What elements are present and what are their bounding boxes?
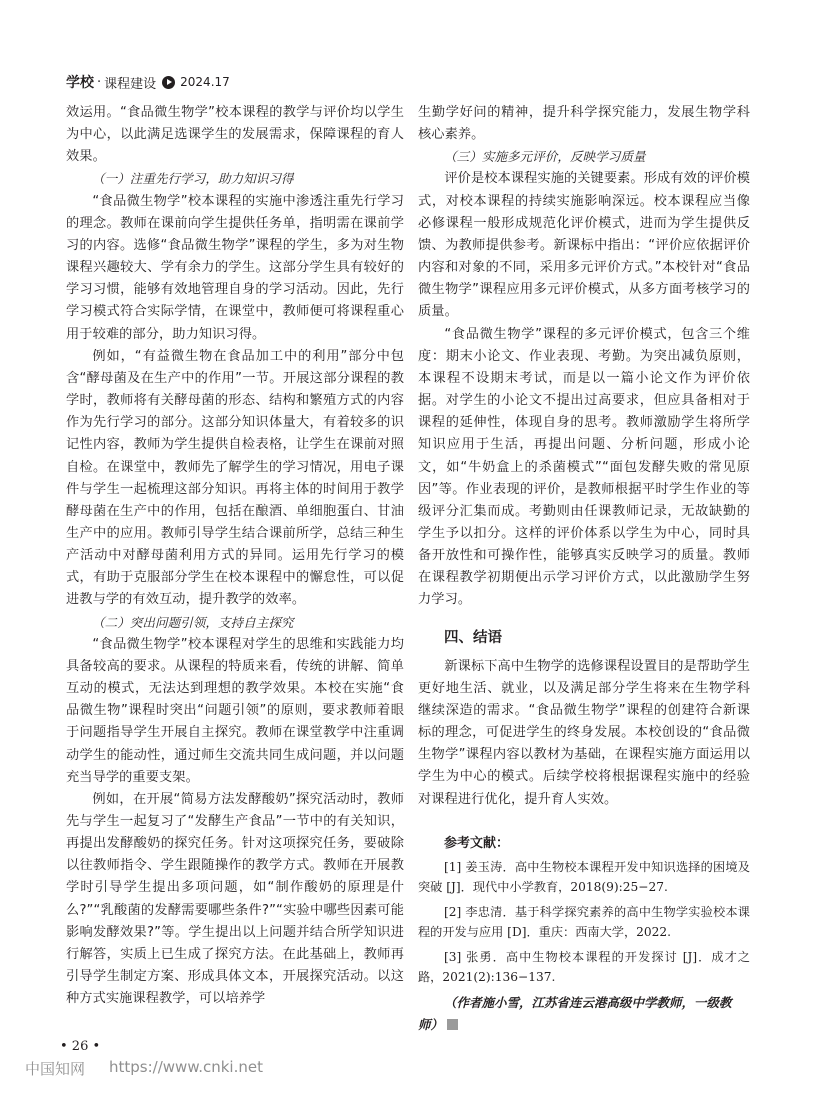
paragraph: 生勤学好问的精神，提升科学探究能力，发展生物学科核心素养。	[418, 105, 750, 143]
journal-header	[66, 70, 230, 94]
section-name: 课程建设	[104, 76, 157, 92]
paragraph: 新课标下高中生物学的选修课程设置目的是帮助学生更好地生活、就业，以及满足部分学生将来在生物学科继续深造的需求。“食品微生物学”课程的创建符合新课标的理念，可促进学生的终身发展。本校创设的“食品微生物学”课程内容以教材为基础，在课程实施方面运用以学生为中心的模式。后续学校将根据课程实施中的经验对课程进行优化，提升育人实效。	[418, 658, 751, 807]
paragraph: “食品微生物学”校本课程对学生的思维和实践能力均具备较高的要求。从课程的特质来看，传统的讲解、简单互动的模式，无法达到理想的教学效果。本校在实施“食品微生物”课程时突出“问题引领”的原则，要求教师着眼于问题指导学生开展自主探究。教师在课堂教学中注重调动学生的能动性，通过师生交流共同生成问题，并以问题充当导学的重要支架。	[66, 636, 404, 785]
section-heading: 四、结语	[444, 629, 502, 646]
watermark-name: 中国知网	[25, 1060, 86, 1078]
issue-number: 2024.17	[180, 75, 230, 89]
watermark-url: https://www.cnki.net	[109, 1058, 263, 1076]
paragraph: “食品微生物学”课程的多元评价模式，包含三个维度：期末小论文、作业表现、考勤。为突出减负原则，本课程不设期末考试，而是以一篇小论文作为评价依据。对学生的小论文不提出过高要求，但应具备相对于课程的延伸性，体现自身的思考。教师激励学生将所学知识应用于生活，再提出问题、分析问题，形成小论文，如“牛奶盒上的杀菌模式”“面包发酵失败的常见原因”等。作业表现的评价，是教师根据平时学生作业的等级评分汇集而成。考勤则由任课教师记录，无故缺勤的学生予以扣分。这样的评价体系以学生为中心，同时具备开放性和可操作性，能够真实反映学习的质量。教师在课程教学初期便出示学习评价方式，以此激励学生努力学习。	[418, 326, 750, 608]
watermark	[25, 1058, 263, 1079]
paragraph: 评价是校本课程实施的关键要素。形成有效的评价模式，对校本课程的持续实施影响深远。校本课程应当像必修课程一般形成规范化评价模式，进而为学生提供反馈、为教师提供参考。新课标中指出：“评价应依据评价内容和对象的不同，采用多元评价方式。”本校针对“食品微生物学”课程应用多元评价模式，从多方面考核学习的质量。	[418, 171, 751, 320]
paragraph: “食品微生物学”校本课程的实施中渗透注重先行学习的理念。教师在课前向学生提供任务单，指明需在课前学习的内容。选修“食品微生物学”课程的学生，多为对生物课程兴趣较大、学有余力的学生。这部分学生具有较好的学习习惯，能够有效地管理自身的学习活动。因此，先行学习模式符合实际学情，在课堂中，教师便可将课程重心用于较难的部分，助力知识习得。	[66, 193, 404, 342]
subsection-heading: （三）实施多元评价，反映学习质量	[444, 149, 646, 165]
subsection-heading: （一）注重先行学习，助力知识习得	[92, 171, 294, 187]
right-column	[418, 102, 750, 1036]
play-icon	[162, 76, 175, 89]
references-title: 参考文献：	[444, 835, 510, 851]
page-number: • 26 •	[60, 1039, 101, 1054]
end-of-article-mark	[447, 1019, 458, 1030]
author-note-text: （作者施小雪，江苏省连云港高级中学教师，一级教师）	[418, 994, 732, 1032]
author-note	[418, 992, 750, 1036]
subsection-heading: （二）突出问题引领，支持自主探究	[92, 614, 294, 630]
header-separator: ·	[97, 74, 102, 90]
reference-item: [2] 李忠清．基于科学探究素养的高中生物学实验校本课程的开发与应用 [D]．重庆：西南大学，2022.	[418, 904, 750, 940]
paragraph: 例如，“有益微生物在食品加工中的利用”部分中包含“酵母菌及在生产中的作用”一节。开展这部分课程的教学时，教师将有关酵母菌的形态、结构和繁殖方式的内容作为先行学习的部分。这部分知识体量大，有着较多的识记性内容，教师为学生提供自检表格，让学生在课前对照自检。在课堂中，教师先了解学生的学习情况，用电子课件与学生一起梳理这部分知识。再将主体的时间用于教学酵母菌在生产中的作用，包括在酿酒、单细胞蛋白、甘油生产中的应用。教师引导学生结合课前所学，总结三种生产活动中对酵母菌利用方式的异同。运用先行学习的模式，有助于克服部分学生在校本课程中的懈怠性，可以促进教与学的有效互动，提升教学的效率。	[66, 348, 404, 608]
journal-brand: 学校	[66, 75, 94, 91]
reference-item: [3] 张勇．高中生物校本课程的开发探讨 [J]．成才之路，2021(2):136−137.	[418, 949, 750, 985]
reference-item: [1] 姜玉涛．高中生物校本课程开发中知识选择的困境及突破 [J]．现代中小学教育，2018(9):25−27.	[418, 859, 750, 895]
left-column	[66, 102, 404, 1010]
paragraph: 效运用。“食品微生物学”校本课程的教学与评价均以学生为中心，以此满足选课学生的发展需求，保障课程的育人效果。	[66, 105, 404, 165]
paragraph: 例如，在开展“简易方法发酵酸奶”探究活动时，教师先与学生一起复习了“发酵生产食品”一节中的有关知识，再提出发酵酸奶的探究任务。针对这项探究任务，要破除以往教师指令、学生跟随操作的教学方式。教师在开展教学时引导学生提出多项问题，如“制作酸奶的原理是什么?”“乳酸菌的发酵需要哪些条件?”“实验中哪些因素可能影响发酵效果?”等。学生提出以上问题并结合所学知识进行解答，实质上已生成了探究方法。在此基础上，教师再引导学生制定方案、形成具体文本，开展探究活动。以这种方式实施课程教学，可以培养学	[66, 791, 404, 1007]
